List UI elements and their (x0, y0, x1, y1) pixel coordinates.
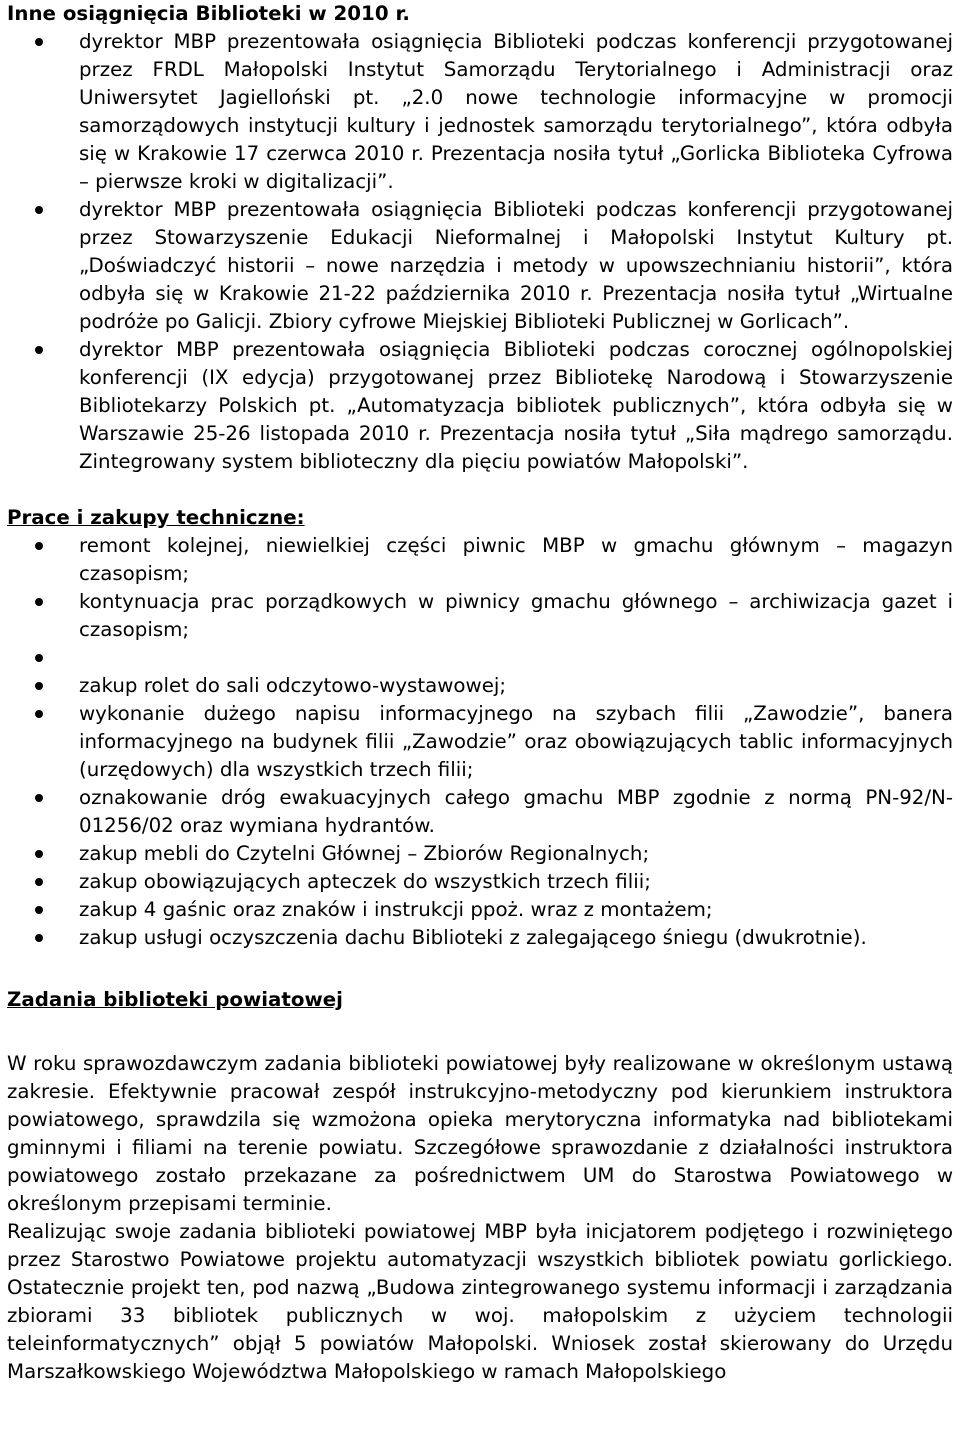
list-item-empty (7, 644, 953, 672)
paragraph: Realizując swoje zadania biblioteki powiatowej MBP była inicjatorem podjętego i rozwiniętego przez Starostwo Powiatowe projektu automatyzacji wszystkich bibliotek powiatu gorlickiego. Ostatecznie projekt ten, pod nazwą „Budowa zintegrowanego systemu informacji i zarządzania zbiorami 33 bibliotek publicznych w woj. małopolskim z użyciem technologii teleinformatycznych” objął 5 powiatów Małopolski. Wniosek został skierowany do Urzędu Marszałkowskiego Województwa Małopolskiego w ramach Małopolskiego (7, 1220, 953, 1383)
list-item (7, 588, 953, 644)
bullet-icon (35, 654, 43, 662)
list-item-text: zakup 4 gaśnic oraz znaków i instrukcji ppoż. wraz z montażem; (79, 898, 713, 921)
list-item (7, 700, 953, 784)
bullet-icon (35, 542, 43, 550)
list-item-text: remont kolejnej, niewielkiej części piwnic MBP w gmachu głównym – magazyn czasopism; (79, 534, 953, 585)
list-item-text: zakup mebli do Czytelni Głównej – Zbiorów Regionalnych; (79, 842, 650, 865)
list-item-text: kontynuacja prac porządkowych w piwnicy gmachu głównego – archiwizacja gazet i czasopism; (79, 590, 953, 641)
technical-works-list (7, 532, 953, 952)
bullet-icon (35, 346, 43, 354)
list-item-text: zakup rolet do sali odczytowo-wystawowej; (79, 674, 507, 697)
bullet-icon (35, 710, 43, 718)
county-library-body (7, 1050, 953, 1386)
paragraph: W roku sprawozdawczym zadania biblioteki powiatowej były realizowane w określonym ustawą zakresie. Efektywnie pracował zespół instrukcyjno-metodyczny pod kierunkiem instruktora powiatowego, sprawdzila się wzmożona opieka merytoryczna informatyka nad bibliotekami gminnymi i filiami na terenie powiatu. Szczegółowe sprawozdanie z działalności instruktora powiatowego zostało przekazane za pośrednictwem UM do Starostwa Powiatowego w określonym przepisami terminie. (7, 1052, 953, 1215)
list-item (7, 840, 953, 868)
list-item-text: zakup usługi oczyszczenia dachu Biblioteki z zalegającego śniegu (dwukrotnie). (79, 926, 867, 949)
section-title-technical-works: Prace i zakupy techniczne: (7, 506, 305, 529)
list-item (7, 784, 953, 840)
bullet-icon (35, 206, 43, 214)
bullet-icon (35, 906, 43, 914)
bullet-icon (35, 934, 43, 942)
list-item-text: wykonanie dużego napisu informacyjnego na szybach filii „Zawodzie”, banera informacyjnego na budynek filii „Zawodzie” oraz obowiązujących tablic informacyjnych (urzędowych) dla wszystkich trzech filii; (79, 702, 953, 781)
bullet-icon (35, 682, 43, 690)
list-item (7, 196, 953, 336)
list-item (7, 924, 953, 952)
section-title-achievements: Inne osiągnięcia Biblioteki w 2010 r. (7, 2, 410, 25)
bullet-icon (35, 38, 43, 46)
section-title-county-library: Zadania biblioteki powiatowej (7, 988, 343, 1011)
achievements-list (7, 28, 953, 476)
list-item-text: zakup obowiązujących apteczek do wszystkich trzech filii; (79, 870, 651, 893)
bullet-icon (35, 878, 43, 886)
list-item-text: dyrektor MBP prezentowała osiągnięcia Biblioteki podczas konferencji przygotowanej przez FRDL Małopolski Instytut Samorządu Terytorialnego i Administracji oraz Uniwersytet Jagielloński pt. „2.0 nowe technologie informacyjne w promocji samorządowych instytucji kultury i jednostek samorządu terytorialnego”, która odbyła się w Krakowie 17 czerwca 2010 r. Prezentacja nosiła tytuł „Gorlicka Biblioteka Cyfrowa – pierwsze kroki w digitalizacji”. (79, 30, 953, 193)
bullet-icon (35, 850, 43, 858)
list-item-text (79, 644, 953, 672)
bullet-icon (35, 598, 43, 606)
bullet-icon (35, 794, 43, 802)
document-page (7, 0, 953, 1386)
list-item (7, 896, 953, 924)
list-item (7, 868, 953, 896)
list-item-text: dyrektor MBP prezentowała osiągnięcia Biblioteki podczas konferencji przygotowanej przez Stowarzyszenie Edukacji Nieformalnej i Małopolski Instytut Kultury pt. „Doświadczyć historii – nowe narzędzia i metody w upowszechnianiu historii”, która odbyła się w Krakowie 21-22 października 2010 r. Prezentacja nosiła tytuł „Wirtualne podróże po Galicji. Zbiory cyfrowe Miejskiej Biblioteki Publicznej w Gorlicach”. (79, 198, 953, 333)
list-item (7, 28, 953, 196)
list-item (7, 672, 953, 700)
list-item (7, 336, 953, 476)
list-item-text: dyrektor MBP prezentowała osiągnięcia Biblioteki podczas corocznej ogólnopolskiej konferencji (IX edycja) przygotowanej przez Bibliotekę Narodową i Stowarzyszenie Bibliotekarzy Polskich pt. „Automatyzacja bibliotek publicznych”, która odbyła się w Warszawie 25-26 listopada 2010 r. Prezentacja nosiła tytuł „Siła mądrego samorządu. Zintegrowany system biblioteczny dla pięciu powiatów Małopolski”. (79, 338, 953, 473)
list-item-text: oznakowanie dróg ewakuacyjnych całego gmachu MBP zgodnie z normą PN-92/N-01256/02 oraz wymiana hydrantów. (79, 786, 953, 837)
list-item (7, 532, 953, 588)
